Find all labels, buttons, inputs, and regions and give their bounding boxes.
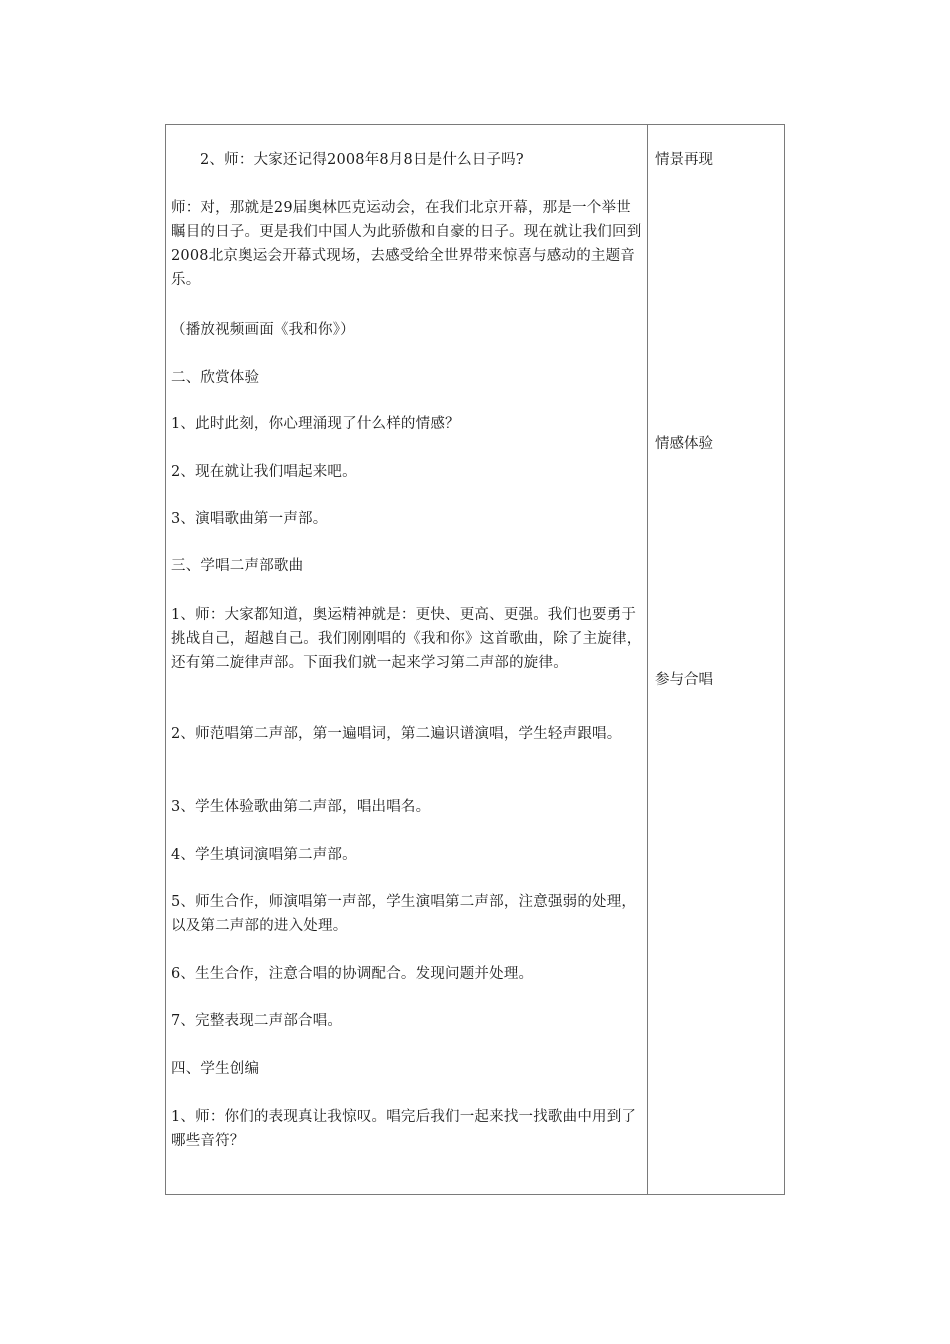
section-heading-two-part-song: 三、学唱二声部歌曲: [171, 558, 304, 574]
paragraph-teacher-student-duet: 5、师生合作，师演唱第一声部，学生演唱第二声部，注意强弱的处理，以及第二声部的进入处理。: [171, 894, 637, 934]
paragraph-play-video: （播放视频画面《我和你》）: [171, 322, 355, 338]
section-heading-appreciation: 二、欣赏体验: [171, 370, 260, 386]
paragraph-student-cooperation: 6、生生合作，注意合唱的协调配合。发现问题并处理。: [171, 966, 534, 982]
paragraph-olympics-intro: 师：对，那就是29届奥林匹克运动会，在我们北京开幕，那是一个举世瞩目的日子。更是我们中国人为此骄傲和自豪的日子。现在就让我们回到2008北京奥运会开幕式现场，去感受给全世界带来惊喜与感动的主题音乐。: [171, 200, 642, 288]
side-label-emotion: 情感体验: [655, 436, 713, 452]
side-label-chorus: 参与合唱: [655, 672, 713, 688]
paragraph-feeling-question: 1、此时此刻，你心理涌现了什么样的情感？: [171, 416, 460, 432]
section-heading-student-creation: 四、学生创编: [171, 1061, 260, 1077]
column-divider: [647, 124, 648, 1195]
paragraph-teacher-demo: 2、师范唱第二声部，第一遍唱词，第二遍识谱演唱，学生轻声跟唱。: [171, 726, 622, 742]
paragraph-find-notes: 1、师：你们的表现真让我惊叹。唱完后我们一起来找一找歌曲中用到了哪些音符？: [171, 1109, 637, 1149]
side-label-scene: 情景再现: [655, 152, 713, 168]
paragraph-fill-lyrics: 4、学生填词演唱第二声部。: [171, 847, 357, 863]
paragraph-date-question: 2、师：大家还记得2008年8月8日是什么日子吗?: [200, 152, 524, 168]
paragraph-olympic-spirit: 1、师：大家都知道，奥运精神就是：更快、更高、更强。我们也要勇于挑战自己，超越自己。我们刚刚唱的《我和你》这首歌曲，除了主旋律，还有第二旋律声部。下面我们就一起来学习第二声部的旋律。: [171, 607, 642, 671]
paragraph-solfege: 3、学生体验歌曲第二声部，唱出唱名。: [171, 799, 431, 815]
paragraph-sing-together: 2、现在就让我们唱起来吧。: [171, 464, 357, 480]
paragraph-sing-first-part: 3、演唱歌曲第一声部。: [171, 511, 328, 527]
paragraph-full-performance: 7、完整表现二声部合唱。: [171, 1013, 343, 1029]
